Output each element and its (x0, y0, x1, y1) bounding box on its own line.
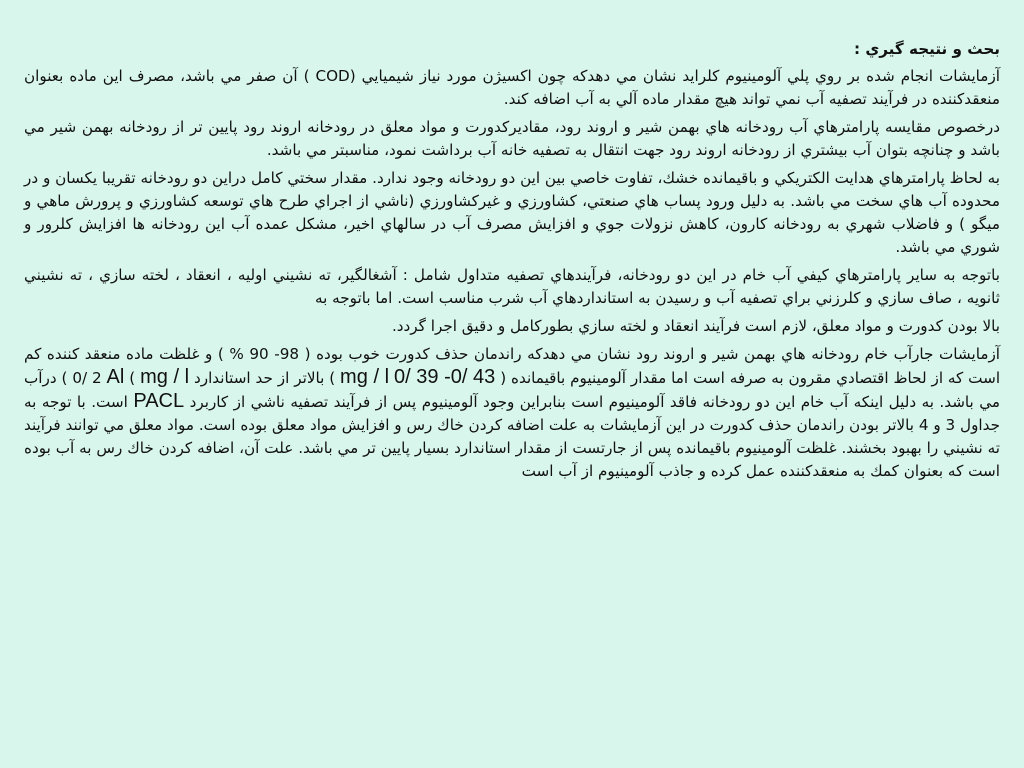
jar-test-text-4: است. با توجه به جداول 3 و 4 بالاتر بودن راندمان حذف كدورت در اين آزمايشات به علت اضافه كردن خاك رس و افزايش مواد معلق بوده است. مواد معلق مي توانند فرآيند ته نشيني را بهبود بخشند. غلظت آلومينيوم باقيمانده پس از جارتست از مقدار استاندارد بسيار پايين تر مي باشد. علت آن، اضافه كردن خاك رس به آب بوده است كه بعنوان كمك به منعقدكننده عمل كرده و جاذب آلومينيوم از آب است (24, 393, 1000, 480)
jar-test-text-3: ) درآب مي باشد. به دليل اينكه آب خام اين دو رودخانه فاقد آلومينيوم است بنابراين وجود آلومينيوم پس از فرآيند تصفيه ناشي از كاربرد (24, 369, 1001, 411)
paragraph-cod: آزمايشات انجام شده بر روي پلي آلومينيوم كلرايد نشان مي دهدكه چون اكسيژن مورد نياز شيميايي (COD ) آن صفر مي باشد، مصرف اين ماده بعنوان منعقدكننده در فرآيند تصفيه آب نمي تواند هيچ مقدار ماده آلي به آب اضافه كند. (24, 67, 1000, 108)
jar-test-paren: ( (129, 369, 136, 387)
paragraph-conductivity: به لحاظ پارامترهاي هدايت الكتريكي و باقيمانده خشك، تفاوت خاصي بين اين دو رودخانه وجود ندارد. مقدار سختي كامل دراين دو رودخانه تقريبا يكسان و در محدوده آب هاي سخت مي باشد. به دليل ورود پساب هاي صنعتي، كشاورزي و غيركشاورزي (ناشي از اجراي طرح هاي توسعه كشاورزي و پرورش ماهي و ميگو ) و فاضلاب شهري به رودخانه كارون، كاهش نزولات جوي و افزايش مصرف آب در سالهاي اخير، مشكل عمده آب اين رودخانه ها افزايش كلرور و شوري مي باشد. (24, 169, 1000, 256)
pacl-abbreviation: PACL (133, 390, 185, 412)
paragraph-river-comparison: درخصوص مقايسه پارامترهاي آب رودخانه هاي بهمن شير و اروند رود، مقاديركدورت و مواد معلق در رودخانه اروند رود پايين تر از رودخانه بهمن شير مي باشد و چنانچه بتوان آب بيشتري از رودخانه اروند رود جهت انتقال به تصفيه خانه آب برداشت نمود، مناسبتر مي باشد. (24, 118, 1000, 159)
text-body (24, 38, 1000, 488)
paragraph-treatment-processes: باتوجه به ساير پارامترهاي كيفي آب خام در اين دو رودخانه، فرآيندهاي تصفيه متداول شامل : آشغالگير، ته نشيني اوليه ، انعقاد ، لخته سازي ، ته نشيني ثانويه ، صاف سازي و كلرزني براي تصفيه آب و رسيدن به استانداردهاي آب شرب مناسب است. اما باتوجه به (24, 266, 1000, 307)
standard-value: 0/ 2 (72, 369, 102, 387)
aluminium-symbol: Al (106, 366, 125, 388)
paragraph-jar-test (24, 343, 1000, 483)
paragraph-turbidity: بالا بودن كدورت و مواد معلق، لازم است فرآيند انعقاد و لخته سازي بطوركامل و دقيق اجرا گردد. (391, 317, 1000, 335)
aluminium-range: 0/ 39 -0/ 43 (393, 366, 496, 388)
section-heading: بحث و نتيجه گيري : (853, 40, 1000, 58)
jar-test-text-2: ) بالاتر از حد استاندارد (193, 369, 336, 387)
unit-mg-per-l: mg / l (340, 366, 390, 388)
jar-test-text-1: آزمايشات جارآب خام رودخانه هاي بهمن شير و اروند رود نشان مي دهدكه راندمان حذف كدورت خوب بوده ( 98- 90 % ) و غلظت ماده منعقد كننده كم است كه از لحاظ اقتصادي مقرون به صرفه است اما مقدار آلومينيوم باقيمانده ( (24, 345, 1001, 387)
unit-mg-per-l-standard: mg / l (140, 366, 190, 388)
